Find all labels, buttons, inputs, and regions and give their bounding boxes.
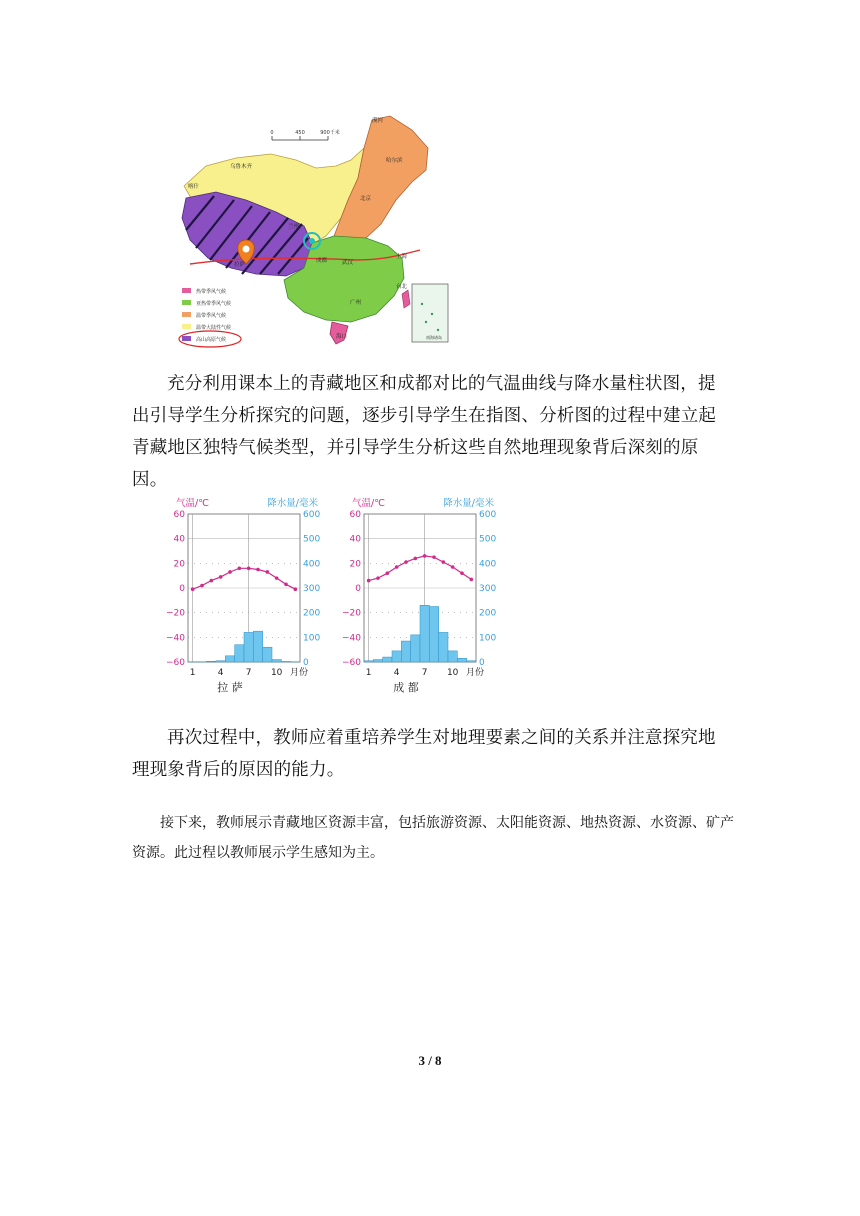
precip-bar-5: [225, 656, 234, 662]
inset-label: 南海诸岛: [426, 335, 442, 340]
precip-bar-7: [420, 605, 429, 662]
city-wuhan: 武汉: [342, 260, 354, 266]
city-taipei: 台北: [396, 284, 408, 290]
paragraph-3: 接下来，教师展示青藏地区资源丰富，包括旅游资源、太阳能资源、地热资源、水资源、矿产资源。此过程以教师展示学生感知为主。: [132, 815, 734, 861]
temperature-point-10: [275, 576, 279, 580]
scale-bar: [270, 129, 339, 140]
temperature-point-10: [451, 565, 455, 569]
right-tick-label: 100: [303, 633, 321, 644]
precip-bar-3: [383, 657, 392, 662]
right-tick-label: 500: [303, 534, 321, 545]
right-tick-label: 400: [303, 559, 321, 570]
city-mohe: 漠河: [372, 118, 384, 124]
right-tick-label: 300: [303, 584, 321, 594]
temperature-point-11: [284, 583, 288, 587]
left-tick-label: −60: [166, 658, 185, 668]
temperature-point-3: [386, 571, 390, 575]
city-guangzhou: 广州: [350, 300, 362, 306]
precip-bar-12: [467, 661, 476, 662]
left-tick-label: 20: [173, 559, 185, 570]
left-tick-label: 60: [349, 510, 361, 520]
right-tick-label: 200: [303, 608, 321, 619]
city-kashgar: 喀什: [188, 184, 200, 190]
precip-bar-4: [216, 661, 225, 662]
right-tick-label: 0: [479, 658, 485, 668]
temperature-point-5: [228, 570, 232, 574]
climate-map: [176, 108, 452, 358]
precip-bar-8: [253, 631, 262, 662]
precip-bar-6: [411, 635, 420, 662]
south-china-sea-inset: [412, 284, 448, 342]
temperature-point-7: [247, 566, 251, 570]
y-axis-left-title: 气温/℃: [176, 498, 209, 509]
legend-swatch-temperate-continental: [182, 324, 191, 329]
city-harbin: 哈尔滨: [386, 158, 403, 164]
x-tick-label: 1: [189, 668, 196, 678]
temperature-point-11: [460, 571, 464, 575]
precip-bar-8: [429, 607, 438, 663]
left-tick-label: −40: [166, 633, 185, 644]
temperature-point-9: [442, 560, 446, 564]
temperature-line: [193, 568, 296, 589]
temperature-point-3: [210, 579, 214, 583]
precip-bar-9: [263, 647, 272, 662]
temperature-point-12: [470, 578, 474, 582]
x-tick-label: 10: [446, 668, 459, 678]
temperature-point-1: [191, 587, 195, 591]
temperature-point-9: [266, 570, 270, 574]
right-tick-label: 600: [479, 510, 497, 520]
left-tick-label: 40: [349, 534, 361, 545]
right-tick-label: 400: [479, 559, 497, 570]
left-tick-label: 20: [349, 559, 361, 570]
x-axis-unit: 月份: [290, 668, 309, 678]
legend-swatch-tropical: [182, 288, 191, 293]
precip-bar-5: [401, 641, 410, 662]
city-haikou: 海口: [336, 334, 348, 340]
temperature-point-7: [423, 554, 427, 558]
legend-label-subtropical: 亚热带季风气候: [196, 301, 232, 307]
y-axis-left-title: 气温/℃: [352, 498, 385, 509]
paragraph-2: 再次过程中，教师应着重培养学生对地理要素之间的关系并注意探究地理现象背后的原因的能力。: [132, 728, 716, 780]
x-tick-label: 4: [393, 668, 400, 678]
legend-label-temperate-continental: 温带大陆性气候: [196, 325, 232, 331]
map-legend: [179, 288, 241, 347]
temperature-point-12: [294, 587, 298, 591]
city-urumqi: 乌鲁木齐: [230, 164, 253, 170]
temperature-point-4: [219, 575, 223, 579]
city-lhasa: 拉萨: [234, 262, 246, 268]
city-beijing: 北京: [360, 196, 372, 202]
region-tropical-taiwan: [402, 290, 410, 308]
temperature-point-6: [414, 557, 418, 561]
right-tick-label: 0: [303, 658, 309, 668]
scale-label-0: 0: [270, 130, 274, 136]
precip-bar-1: [364, 661, 373, 662]
x-tick-label: 1: [365, 668, 372, 678]
left-tick-label: 60: [173, 510, 185, 520]
city-shanghai: 上海: [396, 254, 408, 260]
precip-bar-11: [457, 658, 466, 662]
left-tick-label: −20: [166, 608, 185, 619]
x-tick-label: 7: [421, 668, 428, 678]
legend-label-tropical: 热带季风气候: [196, 289, 227, 295]
paragraph-1: 充分利用课本上的青藏地区和成都对比的气温曲线与降水量柱状图，提出引导学生分析探究的问题，逐步引导学生在指图、分析图的过程中建立起青藏地区独特气候类型，并引导学生分析这些自然地理现象背后深刻的原因。: [132, 374, 717, 490]
legend-swatch-temperate-monsoon: [182, 312, 191, 317]
precip-bar-10: [448, 651, 457, 662]
left-tick-label: −20: [342, 608, 361, 619]
precip-bar-7: [244, 632, 253, 662]
temperature-point-8: [432, 555, 436, 559]
precip-bar-4: [392, 651, 401, 662]
precip-bar-2: [373, 660, 382, 662]
left-tick-label: −40: [342, 633, 361, 644]
climate-chart-lhasa: [166, 494, 334, 698]
temperature-point-1: [367, 579, 371, 583]
x-axis-unit: 月份: [466, 668, 485, 678]
temperature-point-6: [238, 566, 242, 570]
scale-label-450: 450: [295, 130, 305, 136]
left-tick-label: 40: [173, 534, 185, 545]
right-tick-label: 100: [479, 633, 497, 644]
legend-swatch-subtropical: [182, 300, 191, 305]
legend-label-plateau: 高山高原气候: [196, 337, 227, 343]
y-axis-right-title: 降水量/毫米: [267, 498, 318, 509]
x-tick-label: 10: [270, 668, 283, 678]
left-tick-label: 0: [179, 584, 185, 594]
temperature-point-2: [376, 576, 380, 580]
city-chengdu: 成都: [316, 258, 328, 264]
right-tick-label: 500: [479, 534, 497, 545]
climate-chart-chengdu: [342, 494, 510, 698]
page-number: 3 / 8: [418, 1053, 442, 1068]
right-tick-label: 200: [479, 608, 497, 619]
temperature-point-8: [256, 568, 260, 572]
x-tick-label: 4: [217, 668, 224, 678]
right-tick-label: 300: [479, 584, 497, 594]
scale-label-900: 900千米: [320, 130, 340, 136]
y-axis-right-title: 降水量/毫米: [443, 498, 494, 509]
chart-title: 成 都: [393, 681, 419, 694]
region-tropical-monsoon: [330, 322, 348, 344]
temperature-line: [369, 556, 472, 581]
right-tick-label: 600: [303, 510, 321, 520]
precip-bar-6: [235, 645, 244, 662]
city-lanzhou: 兰州: [288, 224, 300, 230]
temperature-point-2: [200, 584, 204, 588]
chart-title: 拉 萨: [217, 681, 243, 694]
legend-swatch-plateau: [182, 336, 191, 341]
left-tick-label: −60: [342, 658, 361, 668]
left-tick-label: 0: [355, 584, 361, 594]
precip-bar-9: [439, 632, 448, 662]
legend-label-temperate-monsoon: 温带季风气候: [196, 313, 227, 319]
precip-bar-10: [272, 660, 281, 662]
precip-bar-3: [207, 661, 216, 662]
temperature-point-4: [395, 565, 399, 569]
x-tick-label: 7: [245, 668, 252, 678]
temperature-point-5: [404, 560, 408, 564]
